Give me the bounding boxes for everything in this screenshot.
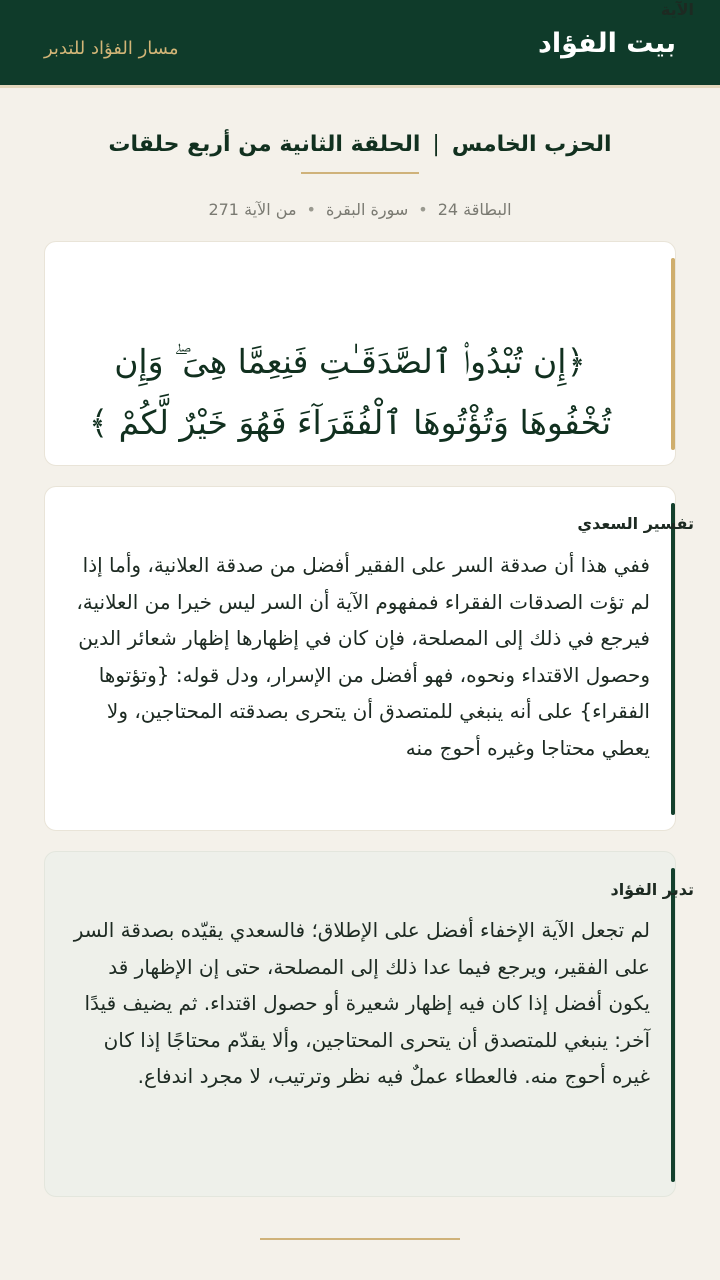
app-header (0, 0, 720, 88)
title-divider (301, 172, 419, 174)
surah-name: سورة البقرة (325, 200, 409, 219)
card-meta (0, 200, 720, 221)
ayah-label: الآية (660, 0, 694, 19)
meta-dot: • (418, 200, 428, 219)
card-number: البطاقة 24 (437, 200, 512, 219)
title-separator: | (432, 132, 440, 157)
ayah-accent-bar (671, 258, 675, 450)
tafsir-text: ففي هذا أن صدقة السر على الفقير أفضل من صدقة العلانية، وأما إذا لم تؤت الصدقات الفقراء فمفهوم الآية أن السر ليس خيرا من العلانية، فيرجع في ذلك إلى المصلحة، فإن كان في إظهارها إظهار شعائر الدين وحصول الاقتداء ونحوه، فهو أفضل من الإسرار، ودل قوله: {وتؤتوها الفقراء} على أنه ينبغي للمتصدق أن يتحرى بصدقته المحتاجين، ولا يعطي محتاجا وغيره أحوج منه (76, 553, 650, 760)
ayah-text: ﴿إِن تُبْدُوا۟ ٱلصَّدَقَـٰتِ فَنِعِمَّا هِىَ ۖ وَإِن تُخْفُوهَا وَتُؤْتُوهَا ٱلْفُقَرَآءَ فَهُوَ خَيْرٌ لَّكُمْ ﴾ (88, 342, 612, 443)
section-title (0, 131, 720, 160)
app-title: بيت الفؤاد (537, 28, 676, 59)
tafsir-accent-bar (671, 503, 675, 815)
tadabbur-accent-bar (671, 868, 675, 1182)
tafsir-label: تفسير السعدي (577, 514, 694, 533)
path-link[interactable]: مسار الفؤاد للتدبر (44, 38, 179, 59)
meta-dot: • (306, 200, 316, 219)
episode-title: الحلقة الثانية من أربع حلقات (108, 132, 421, 157)
bottom-divider (260, 1238, 460, 1240)
hizb-title: الحزب الخامس (451, 132, 612, 157)
tadabbur-label: تدبر الفؤاد (610, 880, 694, 899)
tadabbur-text: لم تجعل الآية الإخفاء أفضل على الإطلاق؛ فالسعدي يقيّده بصدقة السر على الفقير، ويرجع فيما عدا ذلك إلى المصلحة، حتى إن الإظهار قد يكون أفضل إذا كان فيه إظهار شعيرة أو حصول اقتداء. ثم يضيف قيدًا آخر: ينبغي للمتصدق أن يتحرى المحتاجين، وألا يقدّم محتاجًا إذا كان غيره أحوج منه. فالعطاء عملٌ فيه نظر وترتيب، لا مجرد اندفاع. (73, 918, 650, 1089)
ayah-range: من الآية 271 (208, 200, 297, 219)
